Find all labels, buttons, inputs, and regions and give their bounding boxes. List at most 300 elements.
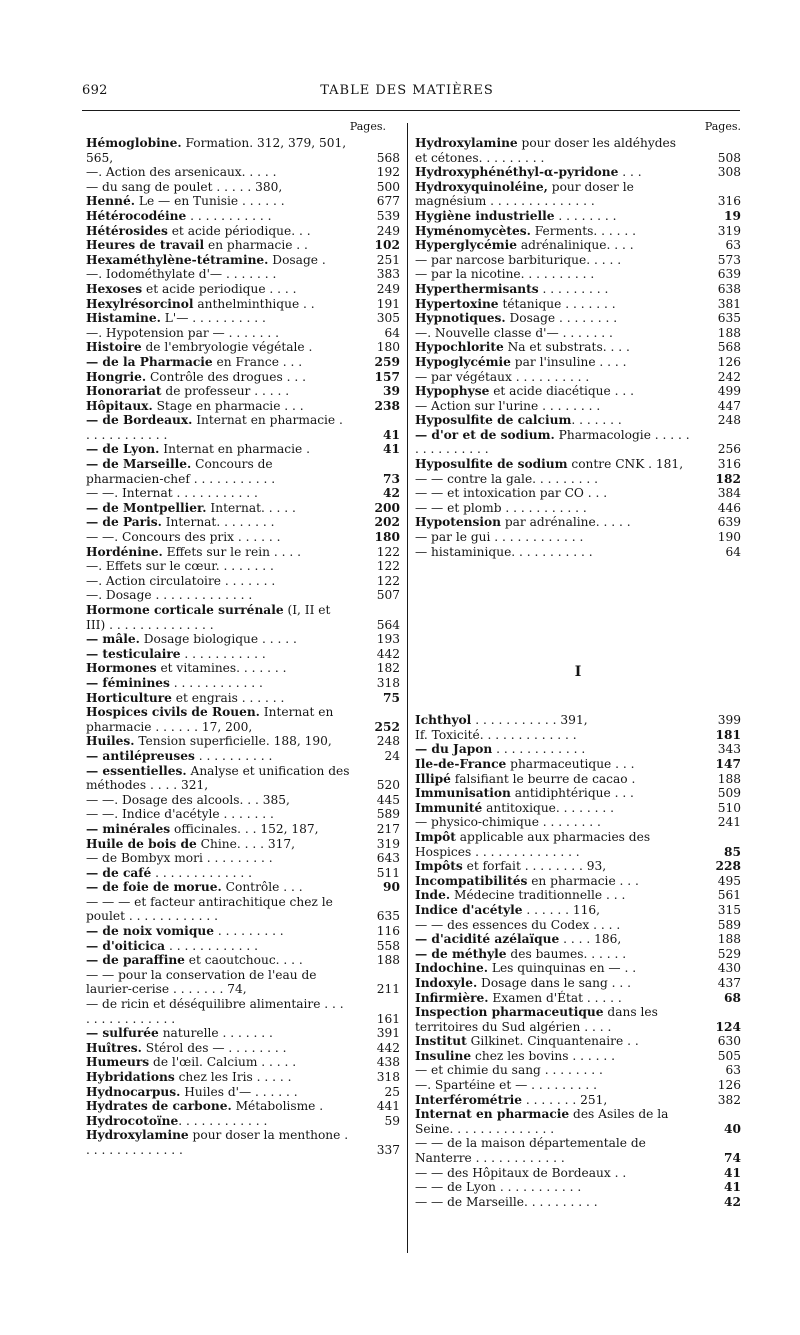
entry-text: [86, 340, 350, 355]
entry-text: [86, 691, 350, 706]
entry-text: [415, 253, 691, 268]
entry-page-number: 161: [376, 1011, 400, 1026]
entry-detail: — de ricin et déséquilibre alimentaire . . . . . . . . . . . . . . .: [86, 997, 344, 1026]
entry-heading: — de méthyle: [415, 946, 507, 961]
entry-heading: Hypophyse: [415, 384, 490, 399]
entry-detail: Dosage . . . . . . . .: [505, 311, 618, 326]
entry-detail: — —. Internat . . . . . . . . . . .: [86, 486, 258, 501]
entry-detail: . . . . . . . . . . . . .: [151, 865, 252, 880]
entry-detail: et engrais . . . . . .: [171, 690, 285, 705]
index-entry: [415, 399, 741, 414]
index-column-left: [86, 118, 400, 1158]
entry-detail: pour doser le magnésium . . . . . . . . . . . . . .: [415, 179, 634, 209]
entry-page-number: 343: [717, 742, 741, 757]
entry-page-number: 446: [717, 500, 741, 515]
index-entry: [415, 136, 741, 165]
entry-text: [415, 384, 691, 399]
index-entry: [415, 501, 741, 516]
entry-detail: Effets sur le rein . . . .: [162, 544, 301, 559]
index-entry: [415, 224, 741, 239]
entry-page-number: 589: [376, 807, 400, 822]
entry-heading: Hygiène industrielle: [415, 208, 555, 223]
entry-page-number: 122: [376, 544, 400, 559]
index-entry: [86, 603, 400, 632]
entry-text: [415, 874, 691, 889]
entry-page-number: 41: [383, 427, 400, 442]
entry-detail: . . . . . . . . . .: [194, 748, 273, 763]
entry-detail: — —. Concours des prix . . . . . .: [86, 530, 281, 545]
entry-heading: Hongrie.: [86, 369, 147, 384]
index-entry: [86, 457, 400, 486]
index-entry: [86, 953, 400, 968]
entry-text: [415, 1063, 691, 1078]
index-entry: [415, 874, 741, 889]
entry-page-number: 59: [384, 1113, 400, 1128]
entry-text: [86, 1085, 350, 1100]
entry-text: [415, 786, 691, 801]
entry-text: [86, 399, 350, 414]
entry-detail: — — de la maison départementale de Nanterre . . . . . . . . . . . .: [415, 1136, 646, 1166]
index-entry: [86, 1085, 400, 1100]
entry-text: [415, 742, 691, 757]
entry-text: [86, 924, 350, 939]
entry-heading: Huiles.: [86, 734, 135, 749]
entry-text: [415, 947, 691, 962]
entry-heading: Immunisation: [415, 786, 511, 801]
entry-heading: Huîtres.: [86, 1040, 142, 1055]
entry-page-number: 507: [376, 588, 400, 603]
entry-text: [86, 734, 350, 749]
entry-text: [86, 764, 350, 793]
entry-heading: — de foie de morue.: [86, 880, 222, 895]
entry-detail: —. Effets sur le cœur. . . . . . . .: [86, 559, 274, 574]
entry-detail: des Asiles de la Seine. . . . . . . . . . . . . .: [415, 1107, 669, 1136]
entry-heading: — essentielles.: [86, 763, 187, 778]
entry-page-number: 192: [376, 165, 400, 180]
entry-page-number: 249: [376, 281, 400, 296]
entry-page-number: 430: [717, 961, 741, 976]
index-entry: [415, 545, 741, 560]
index-entry: [415, 1063, 741, 1078]
entry-text: [415, 545, 691, 560]
entry-text: [86, 997, 350, 1026]
entry-page-number: 19: [724, 208, 741, 223]
entry-detail: . . . . . . . . . . . 391,: [471, 713, 588, 728]
index-entry: [415, 713, 741, 728]
index-entry: [415, 486, 741, 501]
entry-page-number: 568: [376, 150, 400, 165]
entry-heading: Inspection pharmaceutique: [415, 1005, 604, 1020]
index-entry: [415, 530, 741, 545]
entry-detail: et caoutchouc. . . .: [184, 953, 303, 968]
entry-heading: Internat en pharmacie: [415, 1107, 570, 1122]
entry-text: [86, 953, 350, 968]
entry-text: [415, 1005, 691, 1034]
entry-text: [415, 530, 691, 545]
entry-text: [86, 326, 350, 341]
index-entry: [415, 1180, 741, 1195]
index-entry: [86, 1114, 400, 1129]
entry-detail: Gilkinet. Cinquantenaire . .: [466, 1034, 639, 1049]
entry-heading: Horticulture: [86, 690, 172, 705]
index-entry: [415, 903, 741, 918]
entry-detail: . . . . . . . .: [554, 208, 617, 223]
entry-page-number: 122: [376, 573, 400, 588]
entry-heading: — de Paris.: [86, 515, 162, 530]
index-entry: [415, 976, 741, 991]
index-entry: [86, 647, 400, 662]
header-rule: [82, 110, 740, 111]
entry-detail: Internat. . . . .: [206, 500, 296, 515]
entry-detail: Médecine traditionnelle . . .: [450, 888, 626, 903]
entry-detail: pharmaceutique . . .: [506, 757, 635, 771]
entry-text: [415, 515, 691, 530]
entry-text: [415, 282, 691, 297]
entry-text: [86, 793, 350, 808]
index-entry: [86, 574, 400, 589]
entry-detail: Dosage dans le sang . . .: [477, 975, 632, 990]
entry-text: [86, 311, 350, 326]
entry-detail: Dosage .: [268, 252, 326, 267]
index-entry: [86, 676, 400, 691]
entry-detail: Formation. 312, 379, 501, 565,: [86, 136, 347, 165]
entry-page-number: 511: [376, 865, 400, 880]
entry-text: [415, 1049, 691, 1064]
index-entry: [86, 238, 400, 253]
entry-heading: Hormones: [86, 661, 157, 676]
entry-detail: . . . . 186,: [559, 932, 622, 947]
entry-detail: . . . . . . . . . . . .: [165, 938, 259, 953]
entry-page-number: 193: [376, 632, 400, 647]
entry-page-number: 635: [376, 909, 400, 924]
entry-text: [415, 311, 691, 326]
entry-detail: des baumes. . . . . .: [506, 946, 627, 961]
entry-text: [415, 209, 691, 224]
index-entry: [86, 924, 400, 939]
entry-text: [86, 939, 350, 954]
index-entry: [86, 1026, 400, 1041]
entry-page-number: 381: [717, 296, 741, 311]
index-entry: [415, 918, 741, 933]
entry-heading: — d'oiticica: [86, 938, 166, 953]
entry-heading: Hydroxyphénéthyl-α-pyridone: [415, 165, 619, 180]
entry-detail: par l'insuline . . . .: [510, 354, 627, 369]
entry-detail: — Action sur l'urine . . . . . . . .: [415, 398, 601, 413]
entry-page-number: 188: [717, 325, 741, 340]
entry-heading: Hémoglobine.: [86, 136, 182, 150]
index-entry: [86, 559, 400, 574]
entry-page-number: 677: [376, 194, 400, 209]
index-entry: [86, 253, 400, 268]
index-entry: [415, 772, 741, 787]
entry-detail: —. Iodométhylate d'— . . . . . . .: [86, 267, 277, 282]
entry-heading: Illipé: [415, 771, 451, 786]
entry-page-number: 182: [715, 471, 741, 486]
entry-text: [415, 326, 691, 341]
entry-text: [415, 1166, 691, 1181]
index-entry: [415, 253, 741, 268]
entry-heading: Impôts: [415, 859, 463, 874]
entry-page-number: 638: [717, 281, 741, 296]
entry-page-number: 42: [724, 1194, 741, 1209]
entry-page-number: 558: [376, 938, 400, 953]
entry-page-number: 382: [717, 1092, 741, 1107]
entry-heading: Hydnocarpus.: [86, 1084, 181, 1099]
entry-heading: Inde.: [415, 888, 451, 903]
entry-detail: If. Toxicité. . . . . . . . . . . . .: [415, 727, 577, 742]
index-entry: [415, 515, 741, 530]
entry-heading: Ichthyol: [415, 713, 472, 728]
entry-detail: et forfait . . . . . . . . 93,: [462, 859, 607, 874]
entry-heading: — sulfurée: [86, 1026, 159, 1041]
entry-page-number: 315: [717, 902, 741, 917]
index-entry: [415, 326, 741, 341]
entry-page-number: 181: [715, 727, 741, 742]
entry-text: [415, 976, 691, 991]
entry-detail: —. Nouvelle classe d'— . . . . . . .: [415, 325, 613, 340]
entry-heading: Hydroxylamine: [415, 136, 518, 150]
index-entry: [415, 947, 741, 962]
index-entry: [86, 209, 400, 224]
index-entry: [415, 830, 741, 859]
entry-text: [415, 1078, 691, 1093]
entry-page-number: 126: [717, 1078, 741, 1093]
entry-text: [86, 297, 350, 312]
index-entry: [415, 1049, 741, 1064]
entry-text: [415, 355, 691, 370]
index-entry: [415, 757, 741, 772]
index-entry: [86, 837, 400, 852]
index-entry: [86, 194, 400, 209]
entry-detail: Examen d'État . . . . .: [488, 990, 622, 1005]
entry-heading: Hordénine.: [86, 544, 163, 559]
index-entry: [86, 632, 400, 647]
index-entry: [415, 961, 741, 976]
index-entry: [86, 297, 400, 312]
entry-heading: — de Montpellier.: [86, 500, 207, 515]
entry-page-number: 188: [717, 771, 741, 786]
entry-heading: — du Japon: [415, 742, 493, 757]
entry-heading: Indochine.: [415, 961, 488, 976]
entry-text: [415, 224, 691, 239]
entry-page-number: 383: [376, 267, 400, 282]
entry-page-number: 630: [717, 1034, 741, 1049]
entry-heading: Hypnotiques.: [415, 311, 506, 326]
entry-text: [415, 297, 691, 312]
entry-page-number: 589: [717, 917, 741, 932]
entry-page-number: 200: [374, 500, 400, 515]
entry-page-number: 437: [717, 975, 741, 990]
entry-page-number: 41: [724, 1180, 741, 1195]
entry-heading: Huile de bois de: [86, 836, 197, 851]
entry-heading: Hyperglycémie: [415, 238, 517, 253]
entry-heading: — de paraffine: [86, 953, 185, 968]
entry-heading: Hyposulfite de calcium: [415, 413, 572, 428]
entry-page-number: 74: [724, 1151, 741, 1166]
index-entry: [86, 661, 400, 676]
entry-page-number: 238: [374, 398, 400, 413]
entry-heading: Infirmière.: [415, 990, 489, 1005]
entry-page-number: 182: [376, 661, 400, 676]
entry-text: [415, 903, 691, 918]
entry-text: [415, 472, 691, 487]
entry-detail: Métabolisme .: [231, 1099, 324, 1114]
entry-heading: — de noix vomique: [86, 924, 214, 939]
entry-heading: — de Bordeaux.: [86, 413, 193, 428]
entry-text: [86, 253, 350, 268]
entry-page-number: 643: [376, 851, 400, 866]
entry-page-number: 180: [376, 340, 400, 355]
index-entry: [86, 530, 400, 545]
entry-text: [86, 1070, 350, 1085]
index-entry: [86, 807, 400, 822]
entry-detail: Chine. . . . 317,: [196, 836, 295, 851]
entry-detail: — par la nicotine. . . . . . . . . .: [415, 267, 595, 282]
entry-text: [415, 370, 691, 385]
index-entry: [415, 1093, 741, 1108]
entry-text: [415, 165, 691, 180]
entry-heading: Hypotension: [415, 515, 501, 530]
entry-text: [86, 559, 350, 574]
entry-detail: falsifiant le beurre de cacao .: [450, 771, 636, 786]
entry-heading: Heures de travail: [86, 238, 205, 253]
entry-detail: Analyse et unification des méthodes . . . . 321,: [86, 763, 350, 793]
entry-page-number: 319: [717, 223, 741, 238]
entry-page-number: 639: [717, 267, 741, 282]
index-entry: [86, 326, 400, 341]
index-entry: [415, 180, 741, 209]
entry-detail: de professeur . . . . .: [161, 384, 290, 399]
entry-detail: — par narcose barbiturique. . . . .: [415, 252, 622, 267]
entry-heading: Hybridations: [86, 1070, 175, 1084]
entry-detail: Na et substrats. . . .: [503, 340, 630, 355]
entry-page-number: 248: [717, 413, 741, 428]
entry-text: [415, 757, 691, 772]
index-entry: [86, 997, 400, 1026]
entry-text: [415, 413, 691, 428]
entry-page-number: 75: [383, 690, 400, 705]
entry-page-number: 505: [717, 1048, 741, 1063]
index-entry: [86, 442, 400, 457]
index-entry: [86, 734, 400, 749]
entry-detail: — — — et facteur antirachitique chez le poulet . . . . . . . . . . . .: [86, 894, 333, 924]
entry-text: [86, 442, 350, 457]
entry-heading: Histamine.: [86, 311, 161, 326]
entry-detail: — — contre la gale. . . . . . . . .: [415, 471, 599, 486]
entry-page-number: 188: [717, 932, 741, 947]
entry-detail: — —. Indice d'acétyle . . . . . . .: [86, 807, 274, 822]
pages-column-label: Pages.: [349, 120, 386, 133]
index-entry: [86, 267, 400, 282]
entry-page-number: 564: [376, 617, 400, 632]
entry-detail: . . . . . . .: [571, 413, 622, 428]
entry-detail: en France . . .: [212, 354, 303, 369]
entry-text: [86, 851, 350, 866]
entry-detail: et acide diacétique . . .: [489, 384, 634, 399]
entry-detail: dans les territoires du Sud algérien . . . .: [415, 1005, 658, 1034]
entry-detail: en pharmacie . .: [204, 238, 308, 253]
index-entry: [86, 340, 400, 355]
index-entry: [86, 866, 400, 881]
entry-detail: . . .: [618, 165, 642, 180]
entry-page-number: 495: [717, 873, 741, 888]
entry-heading: Hypochlorite: [415, 340, 504, 355]
entry-detail: —. Dosage . . . . . . . . . . . . .: [86, 588, 253, 603]
entry-page-number: 202: [374, 515, 400, 530]
entry-heading: Hexoses: [86, 281, 143, 296]
entry-heading: Incompatibilités: [415, 873, 528, 888]
entry-page-number: 509: [717, 786, 741, 801]
entry-text: [86, 194, 350, 209]
entry-text: [86, 837, 350, 852]
entry-page-number: 573: [717, 252, 741, 267]
entry-page-number: 384: [717, 486, 741, 501]
entry-heading: Indice d'acétyle: [415, 902, 523, 917]
entry-detail: L'— . . . . . . . . . .: [160, 311, 266, 326]
entry-text: [86, 705, 350, 734]
entry-text: [415, 888, 691, 903]
index-entry: [86, 515, 400, 530]
pages-column-label: Pages.: [704, 120, 741, 133]
entry-detail: . . . . . . . . . . . .: [169, 675, 263, 690]
entry-text: [86, 209, 350, 224]
entry-detail: — et chimie du sang . . . . . . . .: [415, 1063, 603, 1078]
entry-detail: . . . . . . . 251,: [522, 1092, 608, 1107]
entry-page-number: 510: [717, 800, 741, 815]
entry-heading: — d'or et de sodium.: [415, 427, 555, 442]
index-entry: [415, 428, 741, 457]
entry-text: [86, 647, 350, 662]
entry-text: [86, 632, 350, 647]
entry-page-number: 188: [376, 953, 400, 968]
entry-text: [415, 728, 691, 743]
index-entry: [415, 1005, 741, 1034]
entry-heading: Honorariat: [86, 384, 162, 399]
entry-text: [86, 530, 350, 545]
entry-page-number: 122: [376, 559, 400, 574]
entry-detail: Internat en pharmacie . . . . . . . . . . . .: [86, 413, 343, 442]
entry-heading: Hexylrésorcinol: [86, 296, 194, 311]
entry-heading: Hypertoxine: [415, 296, 499, 311]
entry-heading: Institut: [415, 1034, 467, 1049]
entry-text: [86, 515, 350, 530]
entry-page-number: 252: [374, 719, 400, 734]
index-entry: [86, 822, 400, 837]
index-entry-list: [415, 713, 741, 1209]
index-entry: [415, 355, 741, 370]
index-entry: [86, 180, 400, 195]
entry-text: [415, 486, 691, 501]
entry-text: [86, 384, 350, 399]
entry-detail: de l'embryologie végétale .: [141, 340, 313, 355]
entry-text: [415, 238, 691, 253]
entry-detail: en pharmacie . . .: [527, 873, 639, 888]
entry-detail: . . . . . . . . .: [538, 281, 609, 296]
entry-page-number: 529: [717, 946, 741, 961]
entry-page-number: 241: [717, 815, 741, 830]
entry-text: [86, 866, 350, 881]
entry-text: [86, 588, 350, 603]
index-entry: [86, 691, 400, 706]
entry-text: [86, 545, 350, 560]
entry-detail: . . . . . . . . .: [213, 924, 284, 939]
entry-detail: officinales. . . 152, 187,: [170, 821, 319, 836]
entry-page-number: 508: [717, 150, 741, 165]
entry-detail: — — et plomb . . . . . . . . . . .: [415, 500, 587, 515]
index-entry: [415, 932, 741, 947]
entry-text: [86, 807, 350, 822]
index-column-right: [415, 118, 741, 1209]
